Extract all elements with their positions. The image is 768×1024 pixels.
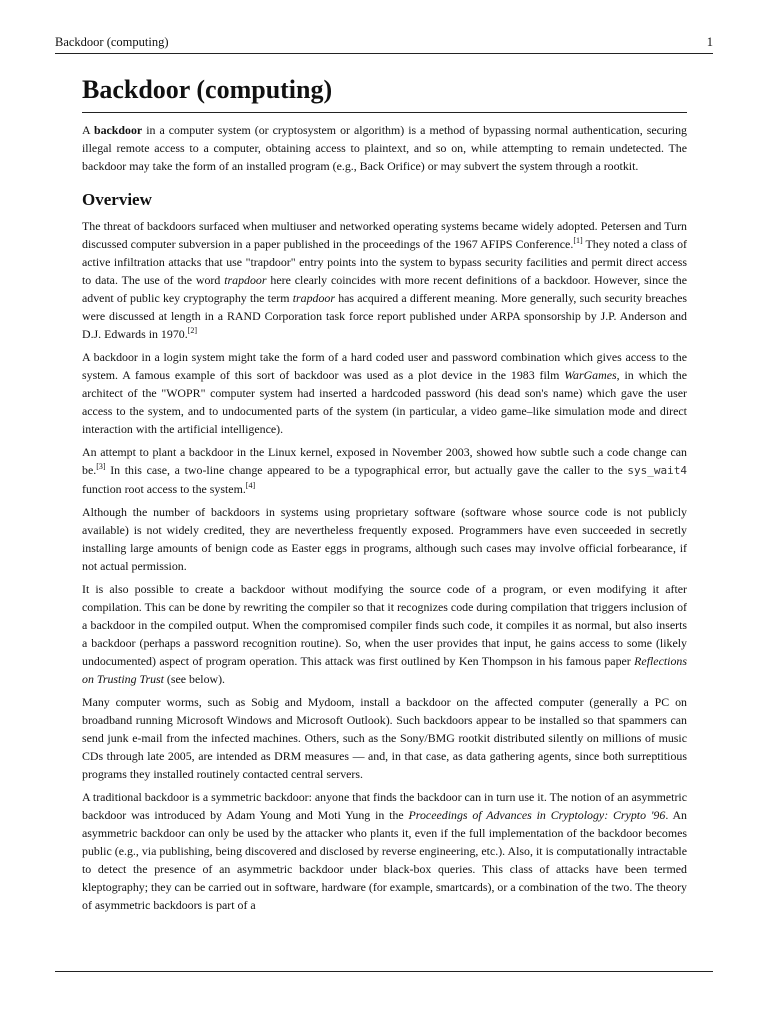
citation-link[interactable]: [3] — [96, 462, 106, 471]
paragraph-compiler — [82, 580, 687, 688]
italic-term: trapdoor — [224, 273, 267, 287]
text-run: , in which the architect of the "WOPR" computer system had inserted a hardcoded password (his dead son's name) which gave the user access to the system, and to undocumented parts of the system (in particular, a video game–like simulation mode and direct interaction with the artificial intelligence). — [82, 368, 687, 436]
article-body — [82, 62, 687, 919]
italic-term: WarGames — [564, 368, 617, 382]
paragraph-linux-kernel — [82, 443, 687, 498]
section-heading-overview: Overview — [82, 190, 152, 209]
code-term: sys_wait4 — [627, 464, 687, 477]
intro-paragraph — [82, 121, 687, 175]
paragraph-login-backdoor — [82, 348, 687, 438]
text-run: function root access to the system. — [82, 482, 246, 496]
text-run: It is also possible to create a backdoor without modifying the source code of a program, or even modifying it after compilation. This can be done by rewriting the compiler so that it recognizes code during compilation that triggers inclusion of a backdoor in the compiled output. When the compromised compiler finds such code, it compiles it as normal, but also inserts a backdoor (perhaps a password recognition routine). So, when the user provides that input, he gains access to some (likely undocumented) aspect of program operation. This attack was first outlined by Ken Thompson in his famous paper — [82, 582, 687, 668]
text-run: in a computer system (or cryptosystem or algorithm) is a method of bypassing normal authentication, securing illegal remote access to a computer, obtaining access to plaintext, and so on, while attempting to remain undetected. The backdoor may take the form of an installed program (e.g., Back Orifice) or may subvert the system through a rootkit. — [82, 123, 687, 173]
citation-link[interactable]: [4] — [245, 481, 256, 490]
text-run: A — [82, 123, 94, 137]
citation-link[interactable]: [2] — [187, 326, 198, 335]
paragraph-worms: Many computer worms, such as Sobig and Mydoom, install a backdoor on the affected computer (generally a PC on broadband running Microsoft Windows and Microsoft Outlook). Such backdoors appear to be installed so that spammers can send junk e-mail from the infected machines. Others, such as the Sony/BMG rootkit distributed silently on millions of music CDs through late 2005, are intended as DRM measures — and, in that case, as data gathering agents, since both surreptitious programs they installed routinely contacted central servers. — [82, 695, 687, 781]
text-run: A backdoor in a login system might take the form of a hard coded user and password combination which gives access to the system. A famous example of this sort of backdoor was used as a plot device in the 1983 film — [82, 350, 687, 382]
footer-divider — [55, 971, 713, 972]
bold-term: backdoor — [93, 123, 143, 137]
paragraph-proprietary: Although the number of backdoors in systems using proprietary software (software whose source code is not publicly available) is not widely credited, they are nevertheless frequently exposed. Programmers have even succeeded in secretly installing large amounts of benign code as Easter eggs in programs, although such cases may involve official forbearance, if not actual permission. — [82, 505, 687, 573]
text-run: A traditional backdoor is a symmetric backdoor: anyone that finds the backdoor can in turn use it. The notion of an asymmetric backdoor was introduced by Adam Young and Moti Yung in the — [82, 790, 687, 822]
text-run: . An asymmetric backdoor can only be used by the attacker who plants it, even if the full implementation of the backdoor becomes public (e.g., via publishing, being discovered and disclosed by reverse engineering, etc.). Also, it is computationally intractable to detect the presence of an asymmetric backdoor under black-box queries. This class of attacks have been termed kleptography; they can be carried out in software, hardware (for example, smartcards), or a combination of the two. The theory of asymmetric backdoors is part of a — [82, 808, 687, 912]
text-run: has acquired a different meaning. More generally, such security breaches were discussed at length in a RAND Corporation task force report published under ARPA sponsorship by J.P. Anderson and D.J. Edwards in 1970. — [82, 291, 687, 341]
title-divider — [82, 112, 687, 113]
article-title: Backdoor (computing) — [82, 75, 333, 104]
paragraph-history — [82, 217, 687, 343]
text-run: The threat of backdoors surfaced when multiuser and networked operating systems became widely adopted. Petersen and Turn discussed computer subversion in a paper published in the proceedings of the 1967 AFIPS Conference. — [82, 219, 687, 251]
header-divider — [55, 53, 713, 54]
running-header — [55, 35, 713, 53]
text-run: In this case, a two-line change appeared to be a typographical error, but actually gave the caller to the — [105, 463, 628, 477]
page-number: 1 — [706, 35, 713, 49]
text-run: here clearly coincides with more recent definitions of a backdoor. However, since the advent of public key cryptography the term — [82, 273, 687, 305]
text-run: An attempt to plant a backdoor in the Linux kernel, exposed in November 2003, showed how subtle such a code change can be. — [82, 445, 687, 477]
text-run: (see below). — [163, 672, 226, 686]
italic-term: Reflections on Trusting Trust — [82, 654, 687, 686]
running-title: Backdoor (computing) — [55, 35, 169, 49]
citation-link[interactable]: [1] — [573, 236, 583, 245]
paragraph-asymmetric — [82, 788, 687, 914]
italic-term: trapdoor — [292, 291, 335, 305]
italic-term: Proceedings of Advances in Cryptology: Crypto '96 — [408, 808, 666, 822]
text-run: They noted a class of active infiltration attacks that use "trapdoor" entry points into the system to bypass security facilities and permit direct access to data. The use of the word — [82, 237, 687, 287]
